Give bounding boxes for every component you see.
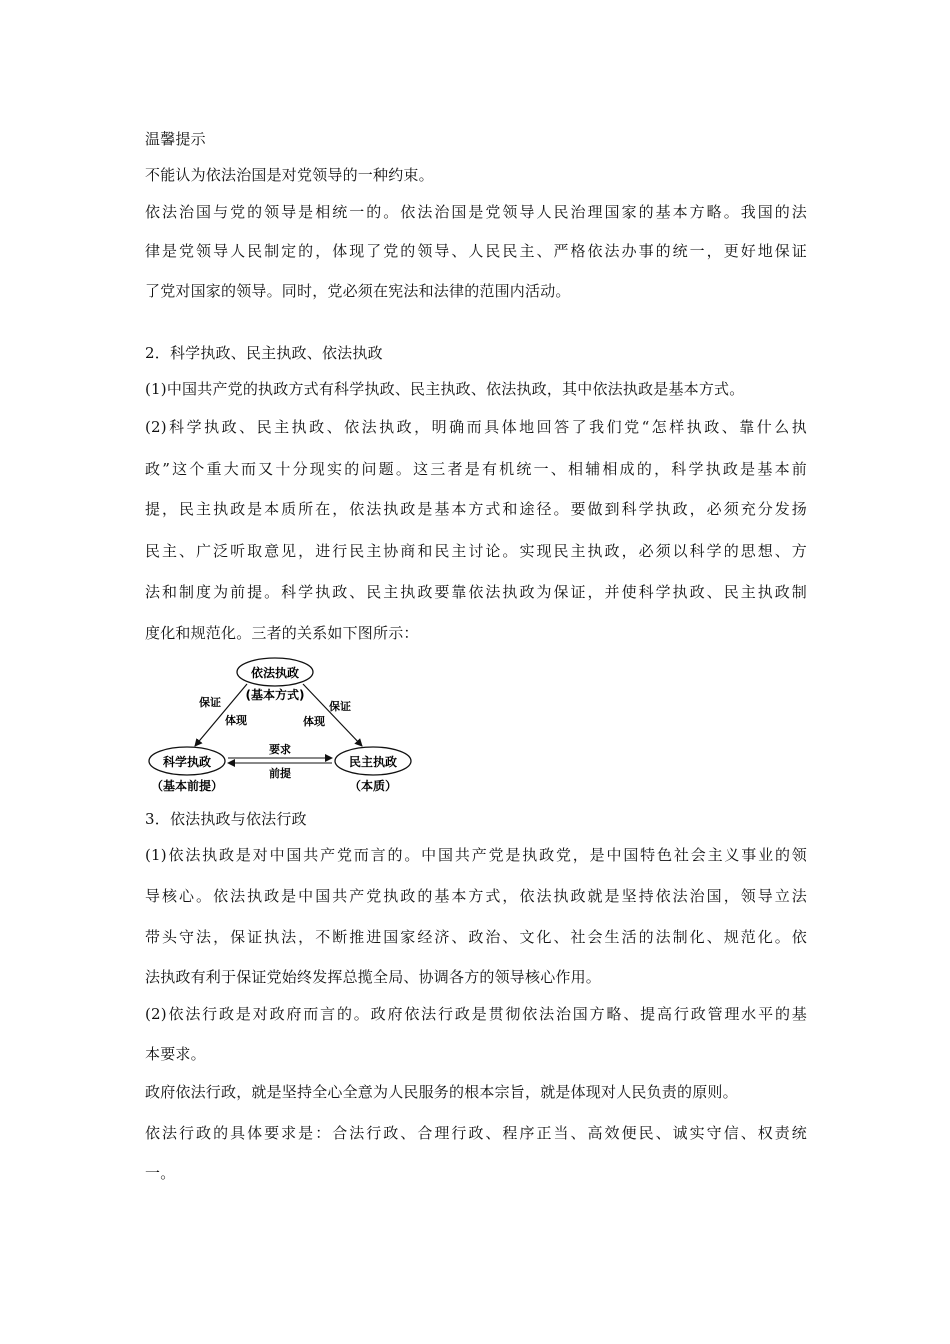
left-edge-label-b: 体现 <box>225 714 247 727</box>
tip-line: 不能认为依法治国是对党领导的一种约束。 <box>145 166 434 184</box>
paragraph-line: 政”这个重大而又十分现实的问题。这三者是有机统一、相辅相成的，科学执政是基本前 <box>145 460 807 478</box>
left-edge-label-a: 保证 <box>199 696 221 709</box>
tip-line: 依法治国与党的领导是相统一的。依法治国是党领导人民治理国家的基本方略。我国的法 <box>145 203 807 221</box>
relationship-diagram <box>140 655 430 800</box>
section-heading: 3．依法执政与依法行政 <box>145 810 307 828</box>
paragraph-line: 导核心。依法执政是中国共产党执政的基本方式，依法执政就是坚持依法治国，领导立法 <box>145 887 807 905</box>
paragraph-line: (1)依法执政是对中国共产党而言的。中国共产党是执政党，是中国特色社会主义事业的领 <box>145 846 807 864</box>
right-node-label: 民主执政 <box>348 755 398 769</box>
paragraph-line: (1)中国共产党的执政方式有科学执政、民主执政、依法执政，其中依法执政是基本方式。 <box>145 380 745 398</box>
paragraph-line: (2)科学执政、民主执政、依法执政，明确而具体地回答了我们党“怎样执政、靠什么执 <box>145 418 807 436</box>
paragraph-line: (2)依法行政是对政府而言的。政府依法行政是贯彻依法治国方略、提高行政管理水平的基 <box>145 1005 807 1023</box>
left-node-sub: （基本前提） <box>150 779 224 793</box>
right-edge-label-b: 体现 <box>303 715 325 728</box>
top-node-sub: (基本方式) <box>245 688 305 702</box>
paragraph-line: 一。 <box>145 1164 176 1182</box>
paragraph-line: 法执政有利于保证党始终发挥总揽全局、协调各方的领导核心作用。 <box>145 968 602 986</box>
paragraph-line: 带头守法，保证执法，不断推进国家经济、政治、文化、社会生活的法制化、规范化。依 <box>145 928 807 946</box>
tip-line: 了党对国家的领导。同时，党必须在宪法和法律的范围内活动。 <box>145 282 571 300</box>
top-node-label: 依法执政 <box>250 666 300 680</box>
paragraph-line: 提，民主执政是本质所在，依法执政是基本方式和途径。要做到科学执政，必须充分发扬 <box>145 500 807 518</box>
paragraph-line: 度化和规范化。三者的关系如下图所示： <box>145 624 419 642</box>
mid-label-top: 要求 <box>269 743 291 756</box>
tip-line: 律是党领导人民制定的，体现了党的领导、人民民主、严格依法办事的统一，更好地保证 <box>145 242 807 260</box>
paragraph-line: 政府依法行政，就是坚持全心全意为人民服务的根本宗旨，就是体现对人民负责的原则。 <box>145 1083 738 1101</box>
paragraph-line: 民主、广泛听取意见，进行民主协商和民主讨论。实现民主执政，必须以科学的思想、方 <box>145 542 807 560</box>
mid-label-bottom: 前提 <box>269 767 291 780</box>
paragraph-line: 本要求。 <box>145 1045 206 1063</box>
right-edge-label-a: 保证 <box>329 700 351 713</box>
paragraph-line: 依法行政的具体要求是：合法行政、合理行政、程序正当、高效便民、诚实守信、权责统 <box>145 1124 807 1142</box>
tip-title: 温馨提示 <box>145 130 206 148</box>
paragraph-line: 法和制度为前提。科学执政、民主执政要靠依法执政为保证，并使科学执政、民主执政制 <box>145 583 807 601</box>
section-heading: 2．科学执政、民主执政、依法执政 <box>145 344 383 362</box>
left-node-label: 科学执政 <box>162 755 212 769</box>
right-node-sub: （本质） <box>348 779 398 793</box>
